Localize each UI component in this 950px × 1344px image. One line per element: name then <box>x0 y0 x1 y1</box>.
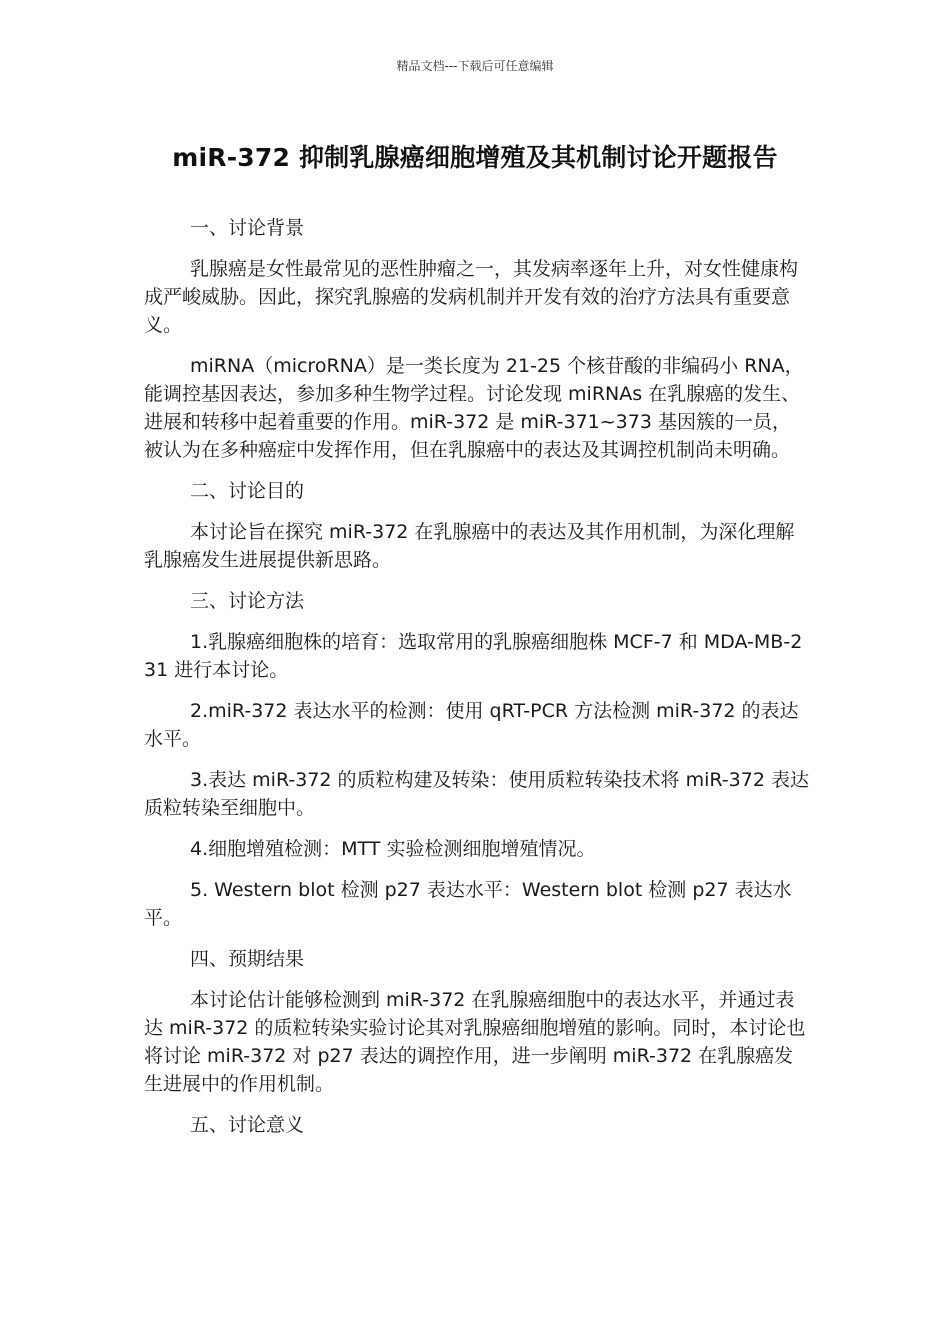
section-heading-background: 一、讨论背景 <box>190 217 305 239</box>
section-heading-expected-results: 四、预期结果 <box>190 948 305 970</box>
paragraph-background-2: miRNA（microRNA）是一类长度为 21-25 个核苷酸的非编码小 RNA，能调控基因表达，参加多种生物学过程。讨论发现 miRNAs 在乳腺癌的发生、进展和转移中起着重要的作用。miR-372 是 miR-371~373 基因簇的一员，被认为在多种癌症中发挥作用，但在乳腺癌中的表达及其调控机制尚未明确。 <box>144 355 804 461</box>
section-heading-significance: 五、讨论意义 <box>190 1114 305 1136</box>
document-body <box>144 214 809 1152</box>
paragraph-purpose: 本讨论旨在探究 miR-372 在乳腺癌中的表达及其作用机制，为深化理解乳腺癌发生进展提供新思路。 <box>144 521 795 571</box>
paragraph-background-1: 乳腺癌是女性最常见的恶性肿瘤之一，其发病率逐年上升，对女性健康构成严峻威胁。因此，探究乳腺癌的发病机制并开发有效的治疗方法具有重要意义。 <box>144 258 799 336</box>
method-item-2: 2.miR-372 表达水平的检测：使用 qRT-PCR 方法检测 miR-372 的表达水平。 <box>144 700 799 750</box>
paragraph-expected-results: 本讨论估计能够检测到 miR-372 在乳腺癌细胞中的表达水平，并通过表达 miR-372 的质粒转染实验讨论其对乳腺癌细胞增殖的影响。同时，本讨论也将讨论 miR-372 对 p27 表达的调控作用，进一步阐明 miR-372 在乳腺癌发生进展中的作用机制。 <box>144 989 806 1095</box>
document-title: miR-372 抑制乳腺癌细胞增殖及其机制讨论开题报告 <box>172 143 778 172</box>
method-item-1: 1.乳腺癌细胞株的培育：选取常用的乳腺癌细胞株 MCF-7 和 MDA-MB-231 进行本讨论。 <box>144 631 803 681</box>
method-item-4: 4.细胞增殖检测：MTT 实验检测细胞增殖情况。 <box>190 838 596 860</box>
page-header: 精品文档---下载后可任意编辑 <box>396 59 554 73</box>
method-item-5: 5. Western blot 检测 p27 表达水平：Western blot 检测 p27 表达水平。 <box>144 879 792 929</box>
section-heading-methods: 三、讨论方法 <box>190 590 305 612</box>
section-heading-purpose: 二、讨论目的 <box>190 480 305 502</box>
method-item-3: 3.表达 miR-372 的质粒构建及转染：使用质粒转染技术将 miR-372 表达质粒转染至细胞中。 <box>144 769 809 819</box>
